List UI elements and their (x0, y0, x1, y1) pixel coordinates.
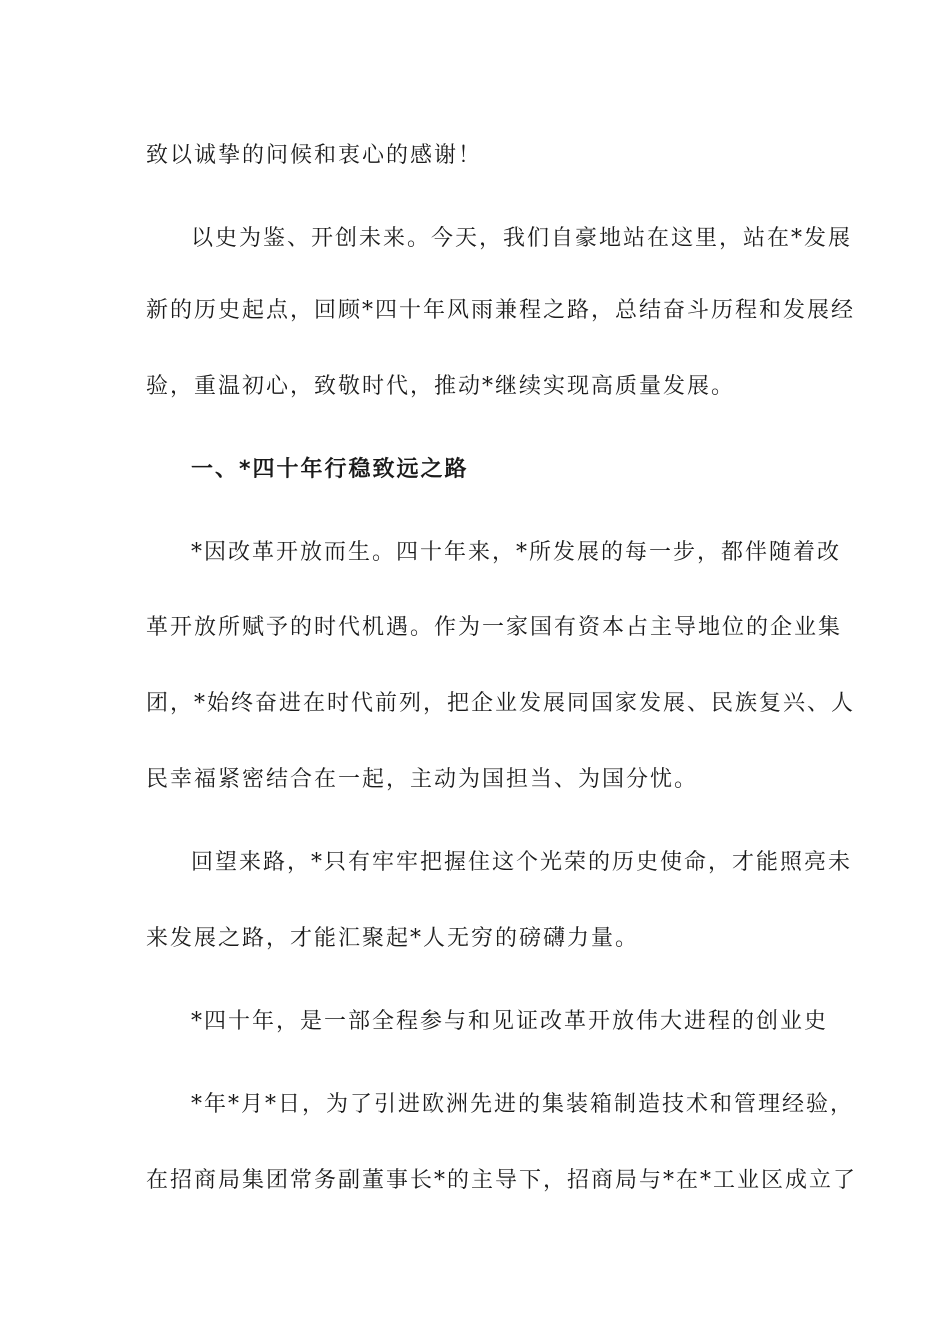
paragraph-line: 民幸福紧密结合在一起，主动为国担当、为国分忧。 (146, 767, 699, 792)
paragraph-line: 验，重温初心，致敬时代，推动*继续实现高质量发展。 (146, 374, 736, 399)
section-heading: 一、*四十年行稳致远之路 (191, 457, 469, 482)
paragraph-line: 致以诚挚的问候和衷心的感谢！ (146, 143, 483, 168)
paragraph-line: 革开放所赋予的时代机遇。作为一家国有资本占主导地位的企业集 (146, 615, 843, 640)
paragraph-line: *因改革开放而生。四十年来，*所发展的每一步，都伴随着改 (191, 540, 842, 565)
paragraph-line: 新的历史起点，回顾*四十年风雨兼程之路，总结奋斗历程和发展经 (146, 298, 856, 323)
paragraph-line: 回望来路，*只有牢牢把握住这个光荣的历史使命，才能照亮未 (191, 850, 853, 875)
paragraph-line: 在招商局集团常务副董事长*的主导下，招商局与*在*工业区成立了 (146, 1168, 858, 1193)
paragraph-line: *年*月*日，为了引进欧洲先进的集装箱制造技术和管理经验， (191, 1092, 855, 1117)
paragraph-line: *四十年，是一部全程参与和见证改革开放伟大进程的创业史 (191, 1009, 829, 1034)
paragraph-line: 团，*始终奋进在时代前列，把企业发展同国家发展、民族复兴、人 (146, 691, 856, 716)
paragraph-line: 来发展之路，才能汇聚起*人无穷的磅礴力量。 (146, 926, 640, 951)
paragraph-line: 以史为鉴、开创未来。今天，我们自豪地站在这里，站在*发展 (191, 226, 853, 251)
